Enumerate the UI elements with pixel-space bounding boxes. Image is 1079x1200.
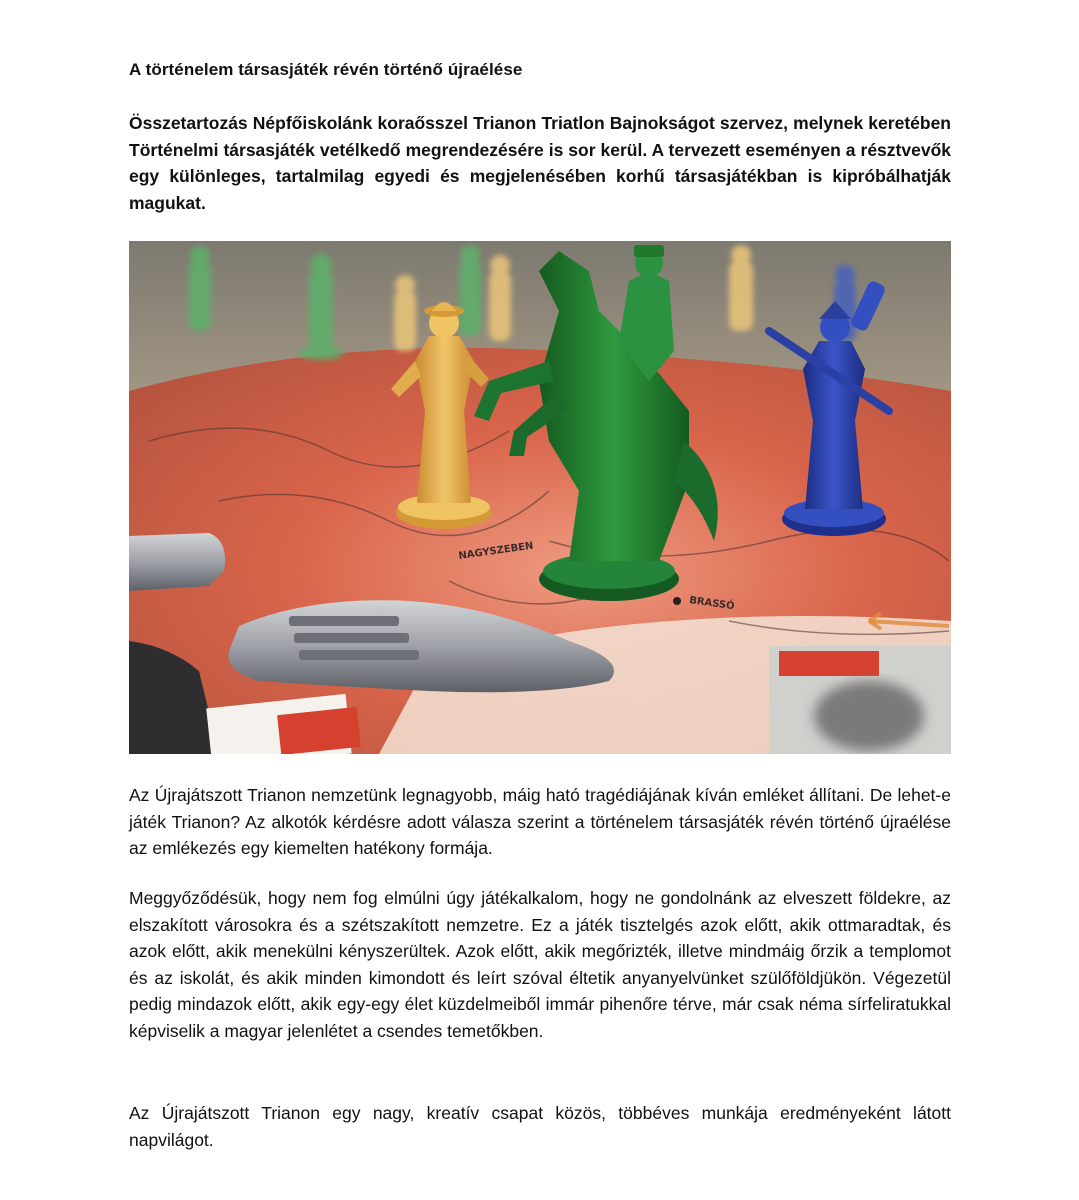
paragraph-1: Az Újrajátszott Trianon nemzetünk legnagyobb, máig ható tragédiájának kíván emléket állítani. De lehet-e játék Trianon? Az alkotók kérdésre adott válasza szerint a történelem társasjáték révén történő újraélése az emlékezés egy kiemelten hatékony formája. [129,785,951,859]
paragraph-2: Meggyőződésük, hogy nem fog elmúlni úgy játékalkalom, hogy ne gondolnánk az elveszett földekre, az elszakított városokra és a szétszakított nemzetre. Ez a játék tisztelgés azok előtt, akik ottmaradtak, és azok előtt, akik menekülni kényszerültek. Azok előtt, akik megőrizték, illetve mindmáig őrzik a templomot és az iskolát, és akik minden kimondott és leírt szóval éltetik anyanyelvünket szülőföldjükön. Végezetül pedig mindazok előtt, akik egy-egy élet küzdelmeiből immár pihenőre térve, már csak néma sírfeliratukkal képviselik a magyar jelenlétet a csendes temetőkben. [129,888,951,1041]
document-title: A történelem társasjáték révén történő újraélése [129,60,523,79]
map-label-brasso: BRASSÓ [688,595,736,613]
paragraph-3: Az Újrajátszott Trianon egy nagy, kreatív csapat közös, többéves munkája eredményeként látott napvilágot. [129,1103,951,1150]
lead-paragraph: Összetartozás Népfőiskolánk koraősszel Trianon Triatlon Bajnokságot szervez, melynek keretében Történelmi társasjáték vetélkedő megrendezésére is sor kerül. A tervezett eseményen a résztvevők egy különleges, tartalmilag egyedi és megjelenésében korhű társasjátékban is kipróbálhatják magukat. [129,113,951,213]
board-game-photo [129,241,951,754]
map-label-nagyszeben: NAGYSZEBEN [457,540,535,562]
